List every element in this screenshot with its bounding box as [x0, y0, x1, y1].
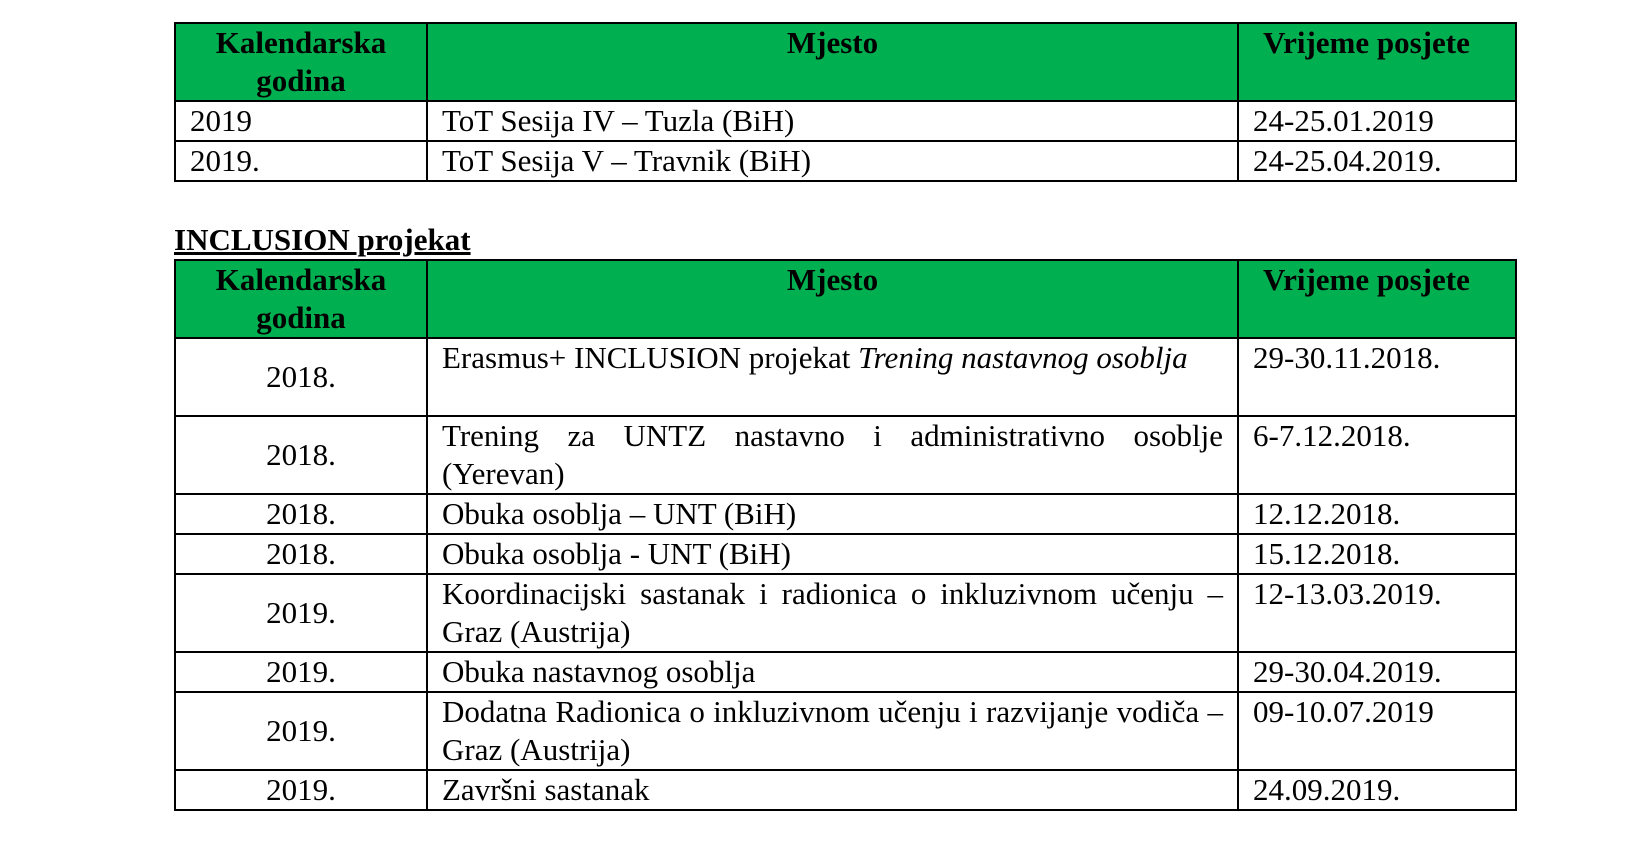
- header-date-label: Vrijeme posjete: [1263, 25, 1470, 60]
- table-row: [175, 416, 1516, 494]
- date-cell: 24-25.04.2019.: [1238, 141, 1516, 181]
- table-row: [175, 101, 1516, 141]
- year-cell: 2018.: [175, 494, 427, 534]
- header-place-label: Mjesto: [786, 25, 879, 60]
- place-cell: Završni sastanak: [427, 770, 1238, 810]
- place-cell: Obuka nastavnog osoblja: [427, 652, 1238, 692]
- header-year: [175, 23, 427, 101]
- place-italic-text: Trening nastavnog osoblja: [858, 340, 1188, 375]
- header-date-label: Vrijeme posjete: [1263, 262, 1470, 297]
- table-row: [175, 141, 1516, 181]
- date-cell: 29-30.11.2018.: [1238, 338, 1516, 416]
- date-cell: 24.09.2019.: [1238, 770, 1516, 810]
- place-cell: [427, 338, 1238, 416]
- year-cell: 2019.: [175, 692, 427, 770]
- table-row: [175, 652, 1516, 692]
- date-cell: 09-10.07.2019: [1238, 692, 1516, 770]
- year-cell: 2019.: [175, 652, 427, 692]
- table-row: [175, 534, 1516, 574]
- place-text: Erasmus+ INCLUSION projekat: [442, 340, 859, 375]
- year-cell: 2018.: [175, 338, 427, 416]
- header-place-label: Mjesto: [786, 262, 879, 297]
- table-row: [175, 692, 1516, 770]
- table-row: [175, 494, 1516, 534]
- header-place: [427, 260, 1238, 338]
- date-cell: 12-13.03.2019.: [1238, 574, 1516, 652]
- header-year: [175, 260, 427, 338]
- date-cell: 24-25.01.2019: [1238, 101, 1516, 141]
- year-cell: 2019: [175, 101, 427, 141]
- header-date: [1238, 23, 1516, 101]
- visits-table-1: [174, 22, 1517, 182]
- place-cell: Obuka osoblja - UNT (BiH): [427, 534, 1238, 574]
- place-cell: ToT Sesija V – Travnik (BiH): [427, 141, 1238, 181]
- place-cell: Trening za UNTZ nastavno i administrativno osoblje (Yerevan): [427, 416, 1238, 494]
- year-cell: 2019.: [175, 141, 427, 181]
- year-cell: 2019.: [175, 574, 427, 652]
- date-cell: 29-30.04.2019.: [1238, 652, 1516, 692]
- date-cell: 6-7.12.2018.: [1238, 416, 1516, 494]
- table-row: [175, 770, 1516, 810]
- header-year-label: Kalendarska godina: [215, 262, 387, 335]
- inclusion-visits-table: [174, 259, 1517, 811]
- date-cell: 12.12.2018.: [1238, 494, 1516, 534]
- year-cell: 2019.: [175, 770, 427, 810]
- header-year-label: Kalendarska godina: [215, 25, 387, 98]
- table-row: [175, 574, 1516, 652]
- place-cell: Koordinacijski sastanak i radionica o inkluzivnom učenju – Graz (Austrija): [427, 574, 1238, 652]
- table-row: [175, 338, 1516, 416]
- header-date: [1238, 260, 1516, 338]
- place-cell: Dodatna Radionica o inkluzivnom učenju i razvijanje vodiča – Graz (Austrija): [427, 692, 1238, 770]
- year-cell: 2018.: [175, 534, 427, 574]
- year-cell: 2018.: [175, 416, 427, 494]
- place-cell: ToT Sesija IV – Tuzla (BiH): [427, 101, 1238, 141]
- header-place: [427, 23, 1238, 101]
- place-cell: Obuka osoblja – UNT (BiH): [427, 494, 1238, 534]
- date-cell: 15.12.2018.: [1238, 534, 1516, 574]
- section-title: INCLUSION projekat: [174, 222, 471, 257]
